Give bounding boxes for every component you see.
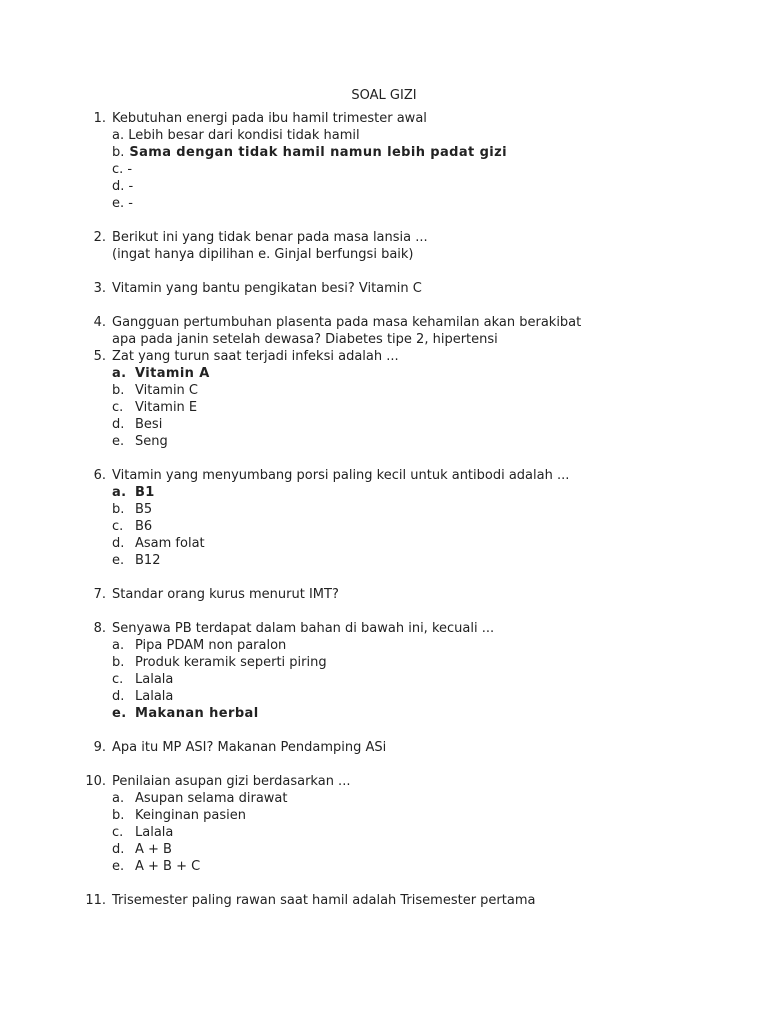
question-number: 3. [93, 281, 106, 296]
question-text: Vitamin yang menyumbang porsi paling kecil untuk antibodi adalah ... [112, 468, 570, 483]
option-letter: a. [112, 128, 125, 143]
question-text: Kebutuhan energi pada ibu hamil trimester awal [112, 111, 427, 126]
question-text: (ingat hanya dipilihan e. Ginjal berfungsi baik) [112, 247, 414, 262]
option-text: Produk keramik seperti piring [135, 655, 327, 670]
question-number: 1. [93, 111, 106, 126]
option-text: Lalala [135, 825, 174, 840]
option-letter: b. [112, 383, 125, 398]
question-1 [0, 110, 768, 212]
option-letter: d. [112, 179, 125, 194]
question-line [0, 620, 768, 637]
blank-line [0, 756, 768, 773]
option-text: Vitamin A [135, 366, 210, 381]
question-5 [0, 348, 768, 450]
option-text: Lebih besar dari kondisi tidak hamil [128, 128, 360, 143]
option-text: Makanan herbal [135, 706, 259, 721]
question-line [0, 229, 768, 246]
option-text: Asam folat [135, 536, 205, 551]
option-letter: a. [112, 791, 125, 806]
option-text: B6 [135, 519, 153, 534]
option-letter: c. [112, 519, 124, 534]
question-text: Vitamin yang bantu pengikatan besi? Vitamin C [112, 281, 422, 296]
answer-option [0, 178, 768, 195]
question-number: 4. [93, 315, 106, 330]
option-text: Seng [135, 434, 168, 449]
question-number: 9. [93, 740, 106, 755]
option-text: Besi [135, 417, 163, 432]
question-list [0, 110, 768, 909]
question-text: apa pada janin setelah dewasa? Diabetes tipe 2, hipertensi [112, 332, 498, 347]
question-number: 10. [85, 774, 106, 789]
option-wrapper [112, 178, 133, 195]
option-letter: a. [112, 366, 127, 381]
option-letter: b. [112, 655, 125, 670]
answer-option [0, 484, 768, 501]
option-text: B5 [135, 502, 153, 517]
answer-option [0, 127, 768, 144]
answer-option [0, 501, 768, 518]
answer-option [0, 144, 768, 161]
question-line [0, 739, 768, 756]
answer-option [0, 399, 768, 416]
option-text: - [127, 162, 133, 177]
question-6 [0, 467, 768, 569]
question-text: Trisemester paling rawan saat hamil adalah Trisemester pertama [112, 893, 536, 908]
question-text: Berikut ini yang tidak benar pada masa lansia ... [112, 230, 428, 245]
answer-option [0, 161, 768, 178]
question-number: 7. [93, 587, 106, 602]
question-line [0, 331, 768, 348]
option-text: Lalala [135, 672, 174, 687]
question-line [0, 314, 768, 331]
question-line [0, 892, 768, 909]
question-2 [0, 229, 768, 263]
question-number: 8. [93, 621, 106, 636]
question-text: Penilaian asupan gizi berdasarkan ... [112, 774, 351, 789]
question-line [0, 246, 768, 263]
question-line [0, 467, 768, 484]
question-text: Standar orang kurus menurut IMT? [112, 587, 339, 602]
option-letter: d. [112, 689, 125, 704]
option-letter: e. [112, 859, 125, 874]
option-letter: a. [112, 485, 127, 500]
question-7 [0, 586, 768, 603]
option-letter: e. [112, 196, 125, 211]
answer-option [0, 790, 768, 807]
blank-line [0, 722, 768, 739]
option-text: B1 [135, 485, 155, 500]
question-9 [0, 739, 768, 756]
question-number: 6. [93, 468, 106, 483]
blank-line [0, 569, 768, 586]
answer-option [0, 535, 768, 552]
question-text: Gangguan pertumbuhan plasenta pada masa kehamilan akan berakibat [112, 315, 582, 330]
question-line [0, 586, 768, 603]
question-line [0, 110, 768, 127]
answer-option [0, 382, 768, 399]
option-text: Vitamin C [135, 383, 199, 398]
blank-line [0, 212, 768, 229]
answer-option [0, 518, 768, 535]
answer-option [0, 433, 768, 450]
answer-option [0, 654, 768, 671]
answer-option [0, 705, 768, 722]
option-letter: e. [112, 553, 125, 568]
option-letter: e. [112, 434, 125, 449]
question-line [0, 280, 768, 297]
option-text: - [128, 196, 133, 211]
option-wrapper [112, 144, 507, 161]
option-text: A + B [135, 842, 172, 857]
answer-option [0, 552, 768, 569]
option-letter: c. [112, 672, 124, 687]
question-text: Zat yang turun saat terjadi infeksi adalah ... [112, 349, 399, 364]
option-letter: d. [112, 417, 125, 432]
option-text: A + B + C [135, 859, 201, 874]
answer-option [0, 416, 768, 433]
option-letter: b. [112, 502, 125, 517]
option-letter: b. [112, 145, 125, 160]
option-letter: c. [112, 162, 124, 177]
question-number: 11. [85, 893, 106, 908]
question-3 [0, 280, 768, 297]
blank-line [0, 603, 768, 620]
question-line [0, 348, 768, 365]
option-letter: d. [112, 842, 125, 857]
question-8 [0, 620, 768, 722]
option-text: B12 [135, 553, 161, 568]
blank-line [0, 263, 768, 280]
question-4 [0, 314, 768, 348]
question-text: Senyawa PB terdapat dalam bahan di bawah ini, kecuali ... [112, 621, 495, 636]
question-11 [0, 892, 768, 909]
answer-option [0, 195, 768, 212]
blank-line [0, 297, 768, 314]
option-letter: b. [112, 808, 125, 823]
question-number: 2. [93, 230, 106, 245]
question-line [0, 773, 768, 790]
question-text: Apa itu MP ASI? Makanan Pendamping ASi [112, 740, 387, 755]
option-wrapper [112, 127, 360, 144]
answer-option [0, 688, 768, 705]
option-text: Pipa PDAM non paralon [135, 638, 287, 653]
option-letter: e. [112, 706, 127, 721]
option-text: Sama dengan tidak hamil namun lebih padat gizi [129, 145, 507, 160]
question-10 [0, 773, 768, 875]
blank-line [0, 450, 768, 467]
option-text: Lalala [135, 689, 174, 704]
option-letter: c. [112, 400, 124, 415]
option-wrapper [112, 195, 133, 212]
question-number: 5. [93, 349, 106, 364]
option-letter: a. [112, 638, 125, 653]
document-title: SOAL GIZI [351, 88, 417, 103]
option-letter: d. [112, 536, 125, 551]
answer-option [0, 807, 768, 824]
answer-option [0, 637, 768, 654]
answer-option [0, 365, 768, 382]
option-text: Keinginan pasien [135, 808, 247, 823]
answer-option [0, 671, 768, 688]
option-letter: c. [112, 825, 124, 840]
option-wrapper [112, 161, 132, 178]
option-text: Vitamin E [135, 400, 198, 415]
option-text: - [128, 179, 134, 194]
option-text: Asupan selama dirawat [135, 791, 288, 806]
blank-line [0, 875, 768, 892]
answer-option [0, 824, 768, 841]
answer-option [0, 841, 768, 858]
answer-option [0, 858, 768, 875]
